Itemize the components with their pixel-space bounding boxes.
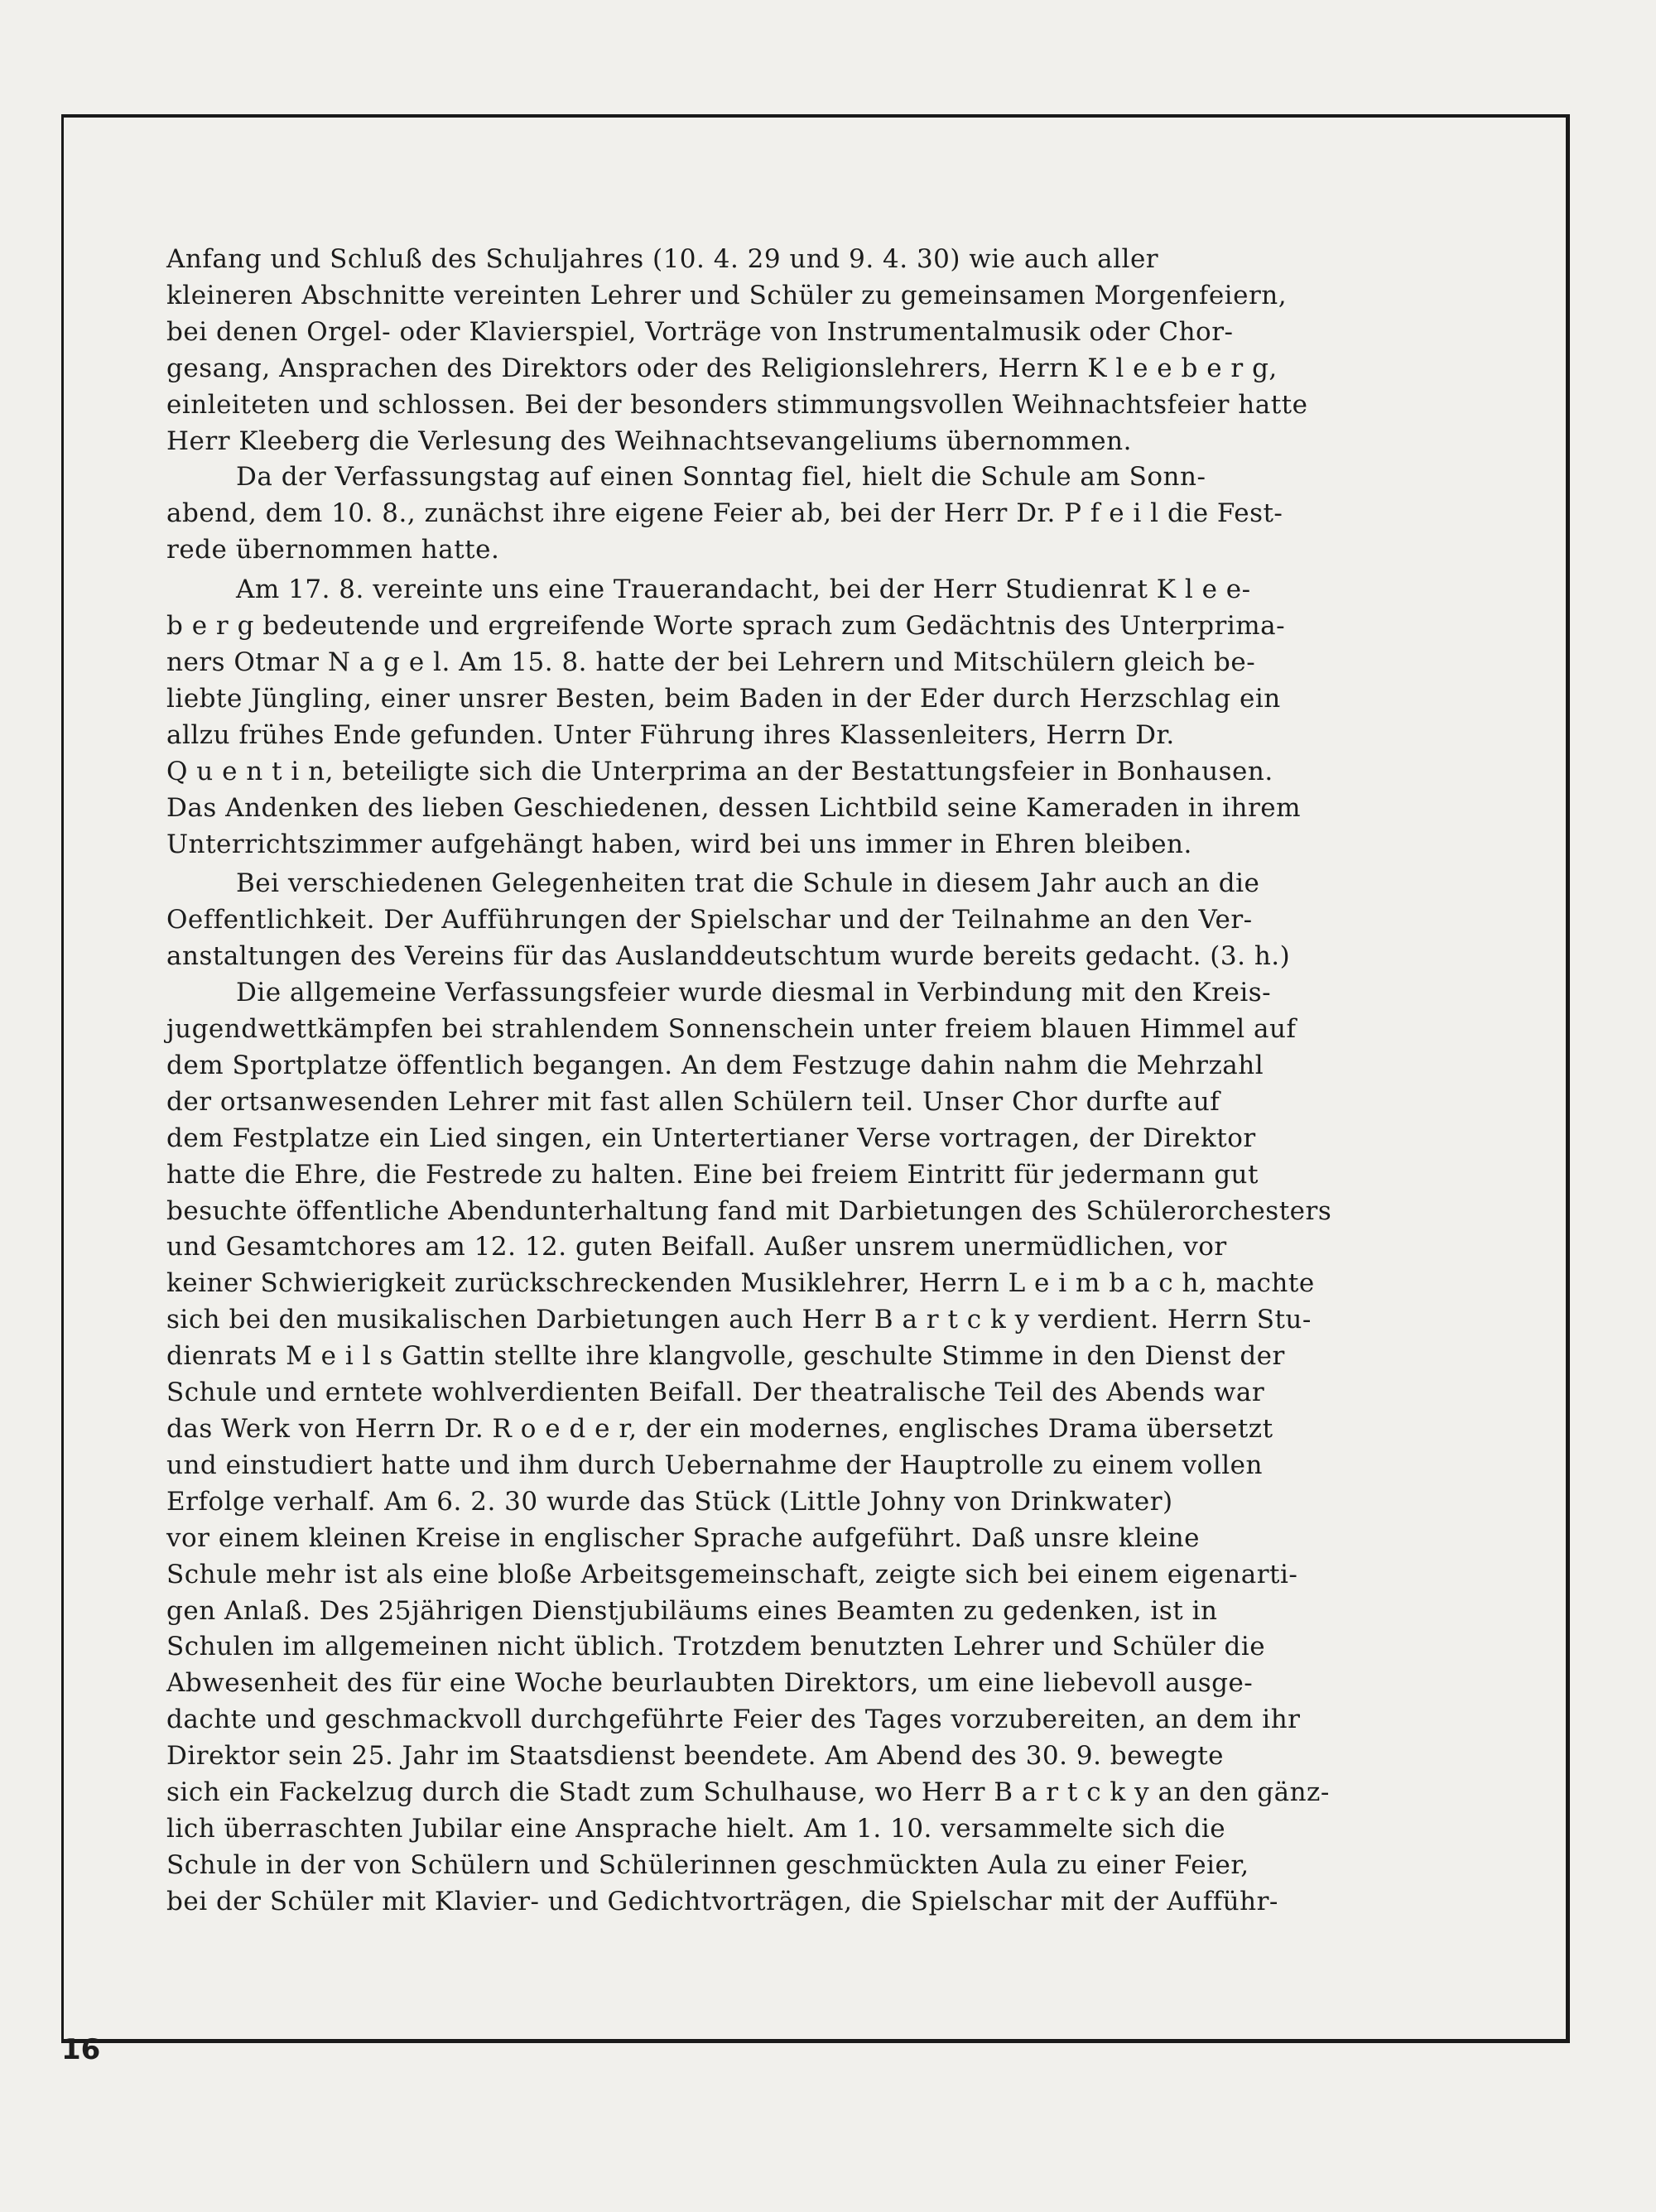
page-number: 16 (61, 2033, 101, 2066)
paragraph-5: Die allgemeine Verfassungsfeier wurde diesmal in Verbindung mit den Kreis- jugendwettkämpfen bei strahlendem Sonnenschein unter freiem blauen Himmel auf dem Sportplatze öffentlich begangen. An dem Festzuge dahin nahm die Mehrzahl der ortsanwesenden Lehrer mit fast allen Schülern teil. Unser Chor durfte auf dem Festplatze ein Lied singen, ein Untertertianer Verse vortragen, der Direktor hatte die Ehre, die Festrede zu halten. Eine bei freiem Eintritt für jedermann gut besuchte öffentliche Abendunterhaltung fand mit Darbietungen des Schülerorchesters und Gesamtchores am 12. 12. guten Beifall. Außer unsrem unermüdlichen, vor keiner Schwierigkeit zurückschreckenden Musiklehrer, Herrn L e i m b a c h, machte sich bei den musikalischen Darbietungen auch Herr B a r t c k y verdient. Herrn Stu- dienrats M e i l s Gattin stellte ihre klangvolle, geschulte Stimme in den Dienst der Schule und erntete wohlverdienten Beifall. Der theatralische Teil des Abends war das Werk von Herrn Dr. R o e d e r, der ein modernes, englisches Drama übersetzt und einstudiert hatte und ihm durch Uebernahme der Hauptrolle zu einem vollen Erfolge verhalf. Am 6. 2. 30 wurde das Stück (Little Johny von Drinkwater) vor einem kleinen Kreise in englischer Sprache aufgeführt. Daß unsre kleine Schule mehr ist als eine bloße Arbeitsgemeinschaft, zeigte sich bei einem eigenarti- gen Anlaß. Des 25jährigen Dienstjubiläums eines Beamten zu gedenken, ist in Schulen im allgemeinen nicht üblich. Trotzdem benutzten Lehrer und Schüler die Abwesenheit des für eine Woche beurlaubten Direktors, um eine liebevoll ausge- dachte und geschmackvoll durchgeführte Feier des Tages vorzubereiten, an dem ihr Direktor sein 25. Jahr im Staatsdienst beendete. Am Abend des 30. 9. bewegte sich ein Fackelzug durch die Stadt zum Schulhause, wo Herr B a r t c k y an den gänz- lich überraschten Jubilar eine Ansprache hielt. Am 1. 10. versammelte sich die Schule in der von Schülern und Schülerinnen geschmückten Aula zu einer Feier, bei der Schüler mit Klavier- und Gedichtvorträgen, die Spielschar mit der Aufführ- (166, 978, 1332, 1916)
paragraph-3: Am 17. 8. vereinte uns eine Trauerandacht, bei der Herr Studienrat K l e e- b e r g bedeutende und ergreifende Worte sprach zum Gedächtnis des Unterprima- ners Otmar N a g e l. Am 15. 8. hatte der bei Lehrern und Mitschülern gleich be- liebte Jüngling, einer unsrer Besten, beim Baden in der Eder durch Herzschlag ein allzu frühes Ende gefunden. Unter Führung ihres Klassenleiters, Herrn Dr. Q u e n t i n, beteiligte sich die Unterprima an der Bestattungsfeier in Bonhausen. Das Andenken des lieben Geschiedenen, dessen Lichtbild seine Kameraden in ihrem Unterrichtszimmer aufgehängt haben, wird bei uns immer in Ehren bleiben. (166, 575, 1302, 859)
paragraph-2: Da der Verfassungstag auf einen Sonntag fiel, hielt die Schule am Sonn- abend, dem 10. 8., zunächst ihre eigene Feier ab, bei der Herr Dr. P f e i l die Fest- rede übernommen hatte. (166, 462, 1283, 565)
paragraph-1: Anfang und Schluß des Schuljahres (10. 4. 29 und 9. 4. 30) wie auch aller kleineren Abschnitte vereinten Lehrer und Schüler zu gemeinsamen Morgenfeiern, bei denen Orgel- oder Klavierspiel, Vorträge von Instrumentalmusik oder Chor- gesang, Ansprachen des Direktors oder des Religionslehrers, Herrn K l e e b e r g, einleiteten und schlossen. Bei der besonders stimmungsvollen Weihnachtsfeier hatte Herr Kleeberg die Verlesung des Weihnachtsevangeliums übernommen. (166, 244, 1308, 456)
paragraph-4: Bei verschiedenen Gelegenheiten trat die Schule in diesem Jahr auch an die Oeffentlichkeit. Der Aufführungen der Spielschar und der Teilnahme an den Ver- anstaltungen des Vereins für das Auslanddeutschtum wurde bereits gedacht. (3. h.) (166, 868, 1291, 972)
body-text (166, 242, 1402, 1921)
